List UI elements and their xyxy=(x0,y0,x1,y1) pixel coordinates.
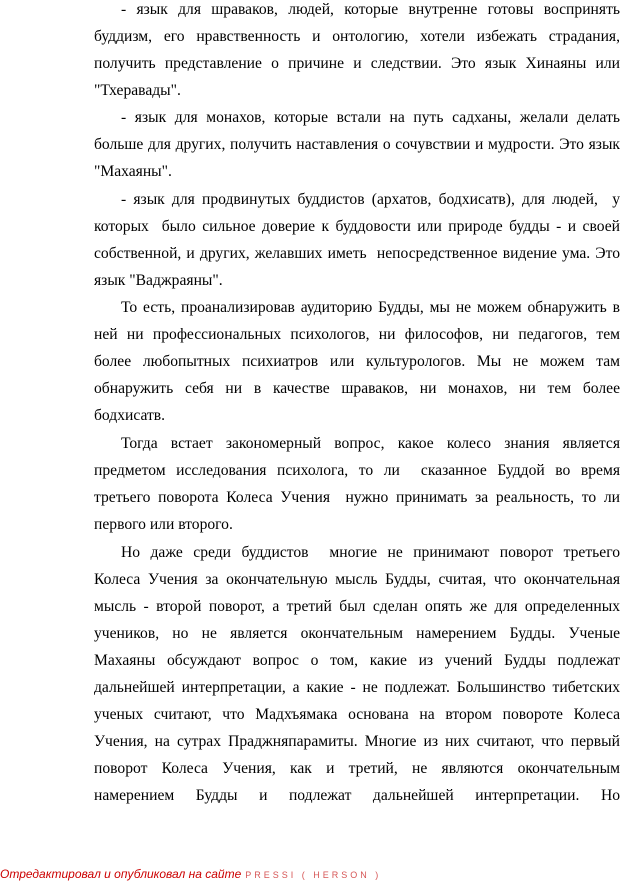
text-line: получить представление о причине и следствии. Это язык Хинаяны или xyxy=(94,55,620,72)
text-line: третьего поворота Колеса Учения нужно принимать за реальность, то ли xyxy=(94,489,620,506)
text-line: - язык для продвинутых буддистов (архатов, бодхисатв), для людей, у xyxy=(121,191,620,208)
text-line: ученых считают, что Мадхъямака основана на втором повороте Колеса xyxy=(94,706,620,723)
text-line: учеников, но не является окончательным намерением Будды. Ученые xyxy=(94,625,620,642)
text-line: То есть, проанализировав аудиторию Будды, мы не можем обнаружить в xyxy=(121,299,620,316)
text-line: Колеса Учения за окончательную мысль Будды, считая, что окончательная xyxy=(94,571,620,588)
text-line: мысль - второй поворот, а третий был сделан опять же для определенных xyxy=(94,598,620,615)
text-line: - язык для монахов, которые встали на путь садханы, желали делать xyxy=(121,109,620,126)
footer-credit-text: Отредактировал и опубликовал на сайте xyxy=(0,867,242,881)
text-line: предметом исследования психолога, то ли сказанное Буддой во время xyxy=(94,462,620,479)
site-credit-footer xyxy=(0,866,381,882)
text-line: - язык для шраваков, людей, которые внутренне готовы воспринять xyxy=(121,1,620,18)
text-line: первого или второго. xyxy=(94,516,233,533)
text-line: которых было сильное доверие к буддовости или природе будды - и своей xyxy=(94,218,620,235)
text-line: Тогда встает закономерный вопрос, какое колесо знания является xyxy=(121,435,620,452)
text-line: намерением Будды и подлежат дальнейшей интерпретации. Но xyxy=(94,787,620,804)
text-line: ней ни профессиональных психологов, ни философов, ни педагогов, тем xyxy=(94,326,620,343)
text-line: Учения, на сутрах Праджняпарамиты. Многие из них считают, что первый xyxy=(94,733,620,750)
text-line: дальнейшей интерпретации, а какие - не подлежат. Большинство тибетских xyxy=(94,679,620,696)
text-line: обнаружить себя ни в качестве шраваков, ни монахов, ни тем более xyxy=(94,380,620,397)
text-line: "Махаяны". xyxy=(94,163,172,180)
text-line: бодхисатв. xyxy=(94,407,166,424)
text-line: язык "Ваджраяны". xyxy=(94,272,223,289)
text-line: более любопытных психиатров или культурологов. Мы не можем там xyxy=(94,353,620,370)
text-line: Но даже среди буддистов многие не принимают поворот третьего xyxy=(121,544,620,561)
text-line: собственной, и других, желавших иметь непосредственное видение ума. Это xyxy=(94,245,620,262)
footer-brand-logo[interactable]: PRESSI ( HERSON ) xyxy=(245,870,382,880)
text-line: поворот Колеса Учения, как и третий, не являются окончательным xyxy=(94,760,620,777)
text-line: буддизм, его нравственность и онтологию, хотели избежать страдания, xyxy=(94,28,620,45)
text-line: Махаяны обсуждают вопрос о том, какие из учений Будды подлежат xyxy=(94,652,620,669)
text-line: больше для других, получить наставления о сочувствии и мудрости. Это язык xyxy=(94,136,620,153)
text-line: "Тхеравады". xyxy=(94,82,181,99)
